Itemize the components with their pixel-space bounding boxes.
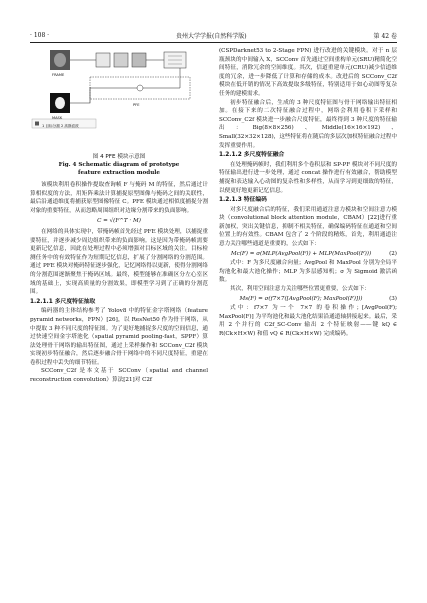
equation-1: C = √(F^T · M) [97, 218, 141, 225]
equation-3-number: (3) [389, 295, 397, 302]
paragraph-initial-fusion: 初步特征融合后，生成的 3 种尺度特征图与骨干网络输出特征相加。在接下来的二次特征融合过程中，网络会利用卷积下采样和 SCConv_C2f 模块进一步融合尺度特征，最终得到 3 种尺度的特征输出：Big(8×8×256)、Middle(16×16×192)、Small(32×32×128)，这些特征将在随后的多层次加权特征融合过程中发挥重要作用。 [219, 99, 397, 149]
paragraph-multiscale-fusion: 在处理掩码帧时，我们利用多个卷积层和 SP-PF 模块对不同尺度的特征输出进行进一步处理，通过 concat 操作进行有效融合，帮助模型捕捉和表达输入心动图的复杂性和多样性，从而学习到更细致的特征，以便更好地更新记忆信息。 [219, 161, 397, 194]
pfe-flow [90, 68, 180, 88]
mask-arrow [70, 87, 90, 103]
header-rule [30, 42, 397, 43]
journal-name: 贵州大学学报(自然科学版) [175, 32, 247, 40]
section-1-2-1-3-heading: 1.2.1.3 特征编码 [219, 197, 267, 204]
section-1-2-1-2-heading: 1.2.1.2 多尺度特征融合 [219, 152, 285, 159]
paragraph-encoder: 编码器的主体结构参考了 Yolov8 中的特征金字塔网络（feature pyramid networks，FPN）[26]，以 ResNet50 作为骨干网络，从中提取 3 种不同尺度的特征图。为了更好地捕捉多尺度的空间信息，通过快速空间金字塔池化（spatial pyramid pooling-fast，SPPF）算法处理骨干网络的输出特征图，通过上采样操作和 SCConv_C2f 模块实现初步特征融合，然后逐步融合骨干网络中的不同尺度特征，重建在卷积过程中丢失的细节特征。 [30, 308, 208, 366]
paragraph-pfe-implementation: 在网络的具体实现中，带掩码帧首先经过 PFE 模块处理，以捕捉重要特征，并逐步减少周边组织带来的负面影响。这是因为带掩码帧需要更新记忆信息，因此在处理过程中必须增强对目标区域的关注。目标检测任务中的有效特征作为短期记忆信息，扩展了分割网络的分割范围。通过 PFE 模块对掩码特征逐步强化，记忆网络得以更新，使得分割网络的分割范围逐渐聚焦于掩码区域。最终，模型能够在准确区分左心室区域的基础上，实现高质量的分割效果，即模型学习到了正确的分割范围。 [30, 228, 208, 296]
page-number: · 108 · [30, 31, 50, 39]
equation-3-row [219, 295, 397, 304]
feature-block-1 [96, 53, 110, 67]
figure-caption-cn: 图 4 PFE 模块示意图 [92, 154, 146, 160]
paragraph-scconv-continued: (CSPDarknet53 to 2-Stage FPN) 进行改进的关键模块。对于 n 层瓶颈块的中间输入 X，SCConv 首先通过空间重构单元(SRU)精简化空间特征，消除冗余的空间维度。其次，信道重建单元(CRU)减少信道维度的冗余，进一步降低了计算和存储的成本。改进后的 SCConv_C2f 模块在低开销的情况下高效提取多级特征，特别适用于如心动图等复杂任务的建模需求。 [219, 48, 397, 97]
legend-swatch [35, 122, 39, 126]
legend-text: 1 目标分割 2 高斯滤波 [42, 124, 79, 128]
equation-2: Mc(F) = σ(MLP(AvgPool(F)) + MLP(MaxPool(F))) [230, 250, 372, 257]
mask-label: MASK [52, 116, 63, 120]
volume-number: 第 42 卷 [373, 32, 397, 40]
paragraph-channel-attention-notes: 式中：F 为多尺度融合向量；AvgPool 和 MaxPool 分别为全局平均池化和最大池化操作；MLP 为多层感知机；σ 为 Sigmoid 激活函数。 [219, 260, 397, 284]
equation-2-number: (2) [389, 250, 397, 257]
mask-region-shape [55, 97, 65, 109]
feature-block-3 [132, 53, 146, 67]
feature-block-2 [114, 53, 128, 67]
paragraph-scconv: SCConv_C2f 是本文基于 SCConv（spatial and channel reconstruction convolution）算法[21]对 C2f [30, 368, 208, 384]
section-1-2-1-1-heading: 1.2.1.1 多尺度特征抽取 [30, 298, 96, 305]
frame-label: FRAME [52, 73, 65, 77]
left-column [30, 47, 208, 385]
pfe-label: PFE [133, 103, 140, 107]
page-header [30, 30, 397, 40]
figure-caption-en-line2: feature extraction module [78, 170, 160, 176]
paragraph-spatial-attention-notes: 式中：f7×7 为一个 7×7 的卷积操作；[AvgPool(F); MaxPool(F)] 为平均池化和最大池化结果沿通道轴拼接起来。最后，采用 2 个并行的 C2f_SC-Conv 输出 2 个特征映射——键 kQ ∈ R(Ck×H×W) 和值 vQ ∈ R(Ck×H×W) 完成编码。 [219, 305, 397, 337]
frame-heart-shape [54, 53, 66, 67]
paragraph-spatial-attention-intro: 其次，利用空间注意力关注哪些位置更重要，公式如下： [230, 286, 370, 293]
equation-3: Ms(F) = σ(f7×7([AvgPool(F); MaxPool(F)])) [239, 295, 363, 302]
equation-2-row [219, 250, 397, 259]
multiply-node [137, 85, 143, 91]
paragraph-pfe-intro: 该模块利用卷积操作提取查询帧 F 与掩码 M 的特征，然后通过计算相似度的方法，用矩阵乘法计算捕捉原型图像与掩码之间的关联性，最后沿通道维度将捕获原型图像特征 C。PFE 模块通过相似度捕捉分割对象的重要特征，从而忽略周围组织对边缘分割带来的负面影响。 [30, 182, 208, 214]
pfe-figure [30, 47, 208, 149]
figure-caption-en-line1: Fig. 4 Schematic diagram of prototype [58, 162, 180, 168]
right-column [219, 47, 397, 339]
paragraph-cbam: 对多尺度融合后的特征，我们采用通道注意力模块和空间注意力模块（convolutional block attention module，CBAM）[22]进行重新加权，突出关键信息，抑制不相关特征，确保编码特征在通道和空间位置上的有效性。CBAM 包含了 2 个阶段的精炼，首先，利用通道注意力关注哪些通道是重要的，公式如下： [219, 206, 397, 248]
